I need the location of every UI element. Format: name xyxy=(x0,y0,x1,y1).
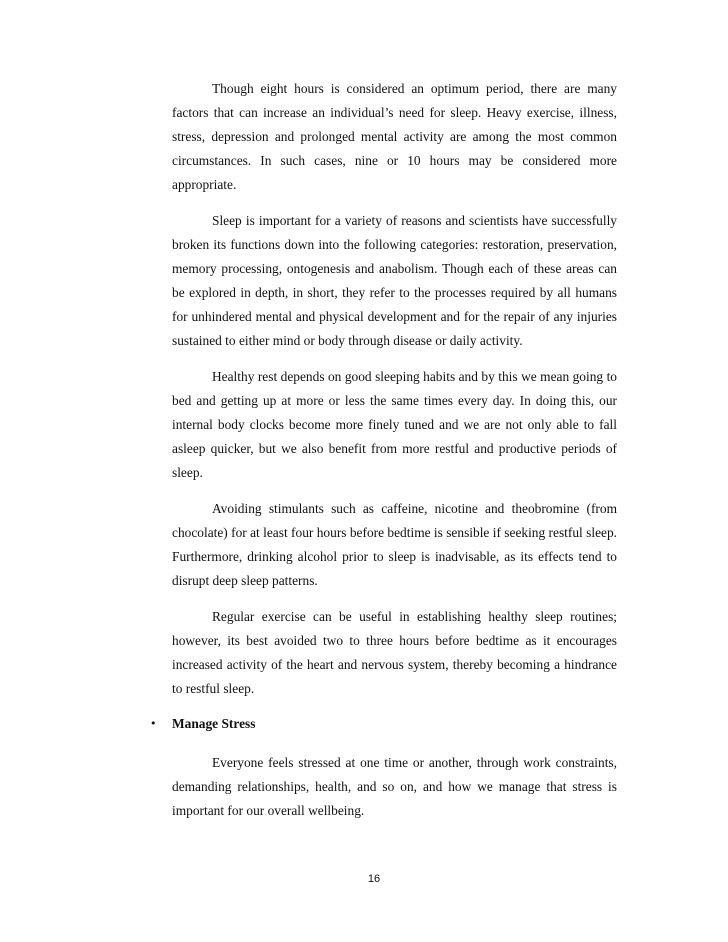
paragraph-healthy-rest: Healthy rest depends on good sleeping habits and by this we mean going to bed and getting up at more or less the same times every day. In doing this, our internal body clocks become more finely tuned and we are not only able to fall asleep quicker, but we also benefit from more restful and productive periods of sleep. xyxy=(172,369,617,480)
section-heading: Manage Stress xyxy=(172,716,256,731)
paragraph-regular-exercise: Regular exercise can be useful in establishing healthy sleep routines; however, its best avoided two to three hours before bedtime as it encourages increased activity of the heart and nervous system, thereby becoming a hindrance to restful sleep. xyxy=(172,609,617,696)
paragraph-sleep-duration: Though eight hours is considered an optimum period, there are many factors that can increase an individual’s need for sleep. Heavy exercise, illness, stress, depression and prolonged mental activity are among the most common circumstances. In such cases, nine or 10 hours may be considered more appropriate. xyxy=(172,81,617,192)
paragraph-avoiding-stimulants: Avoiding stimulants such as caffeine, nicotine and theobromine (from chocolate) for at least four hours before bedtime is sensible if seeking restful sleep. Furthermore, drinking alcohol prior to sleep is inadvisable, as its effects tend to disrupt deep sleep patterns. xyxy=(172,501,617,588)
page-number: 16 xyxy=(367,873,381,885)
bullet-icon: • xyxy=(150,717,157,730)
paragraph-sleep-functions: Sleep is important for a variety of reasons and scientists have successfully broken its functions down into the following categories: restoration, preservation, memory processing, ontogenesis and anabolism. Though each of these areas can be explored in depth, in short, they refer to the processes required by all humans for unhindered mental and physical development and for the repair of any injuries sustained to either mind or body through disease or daily activity. xyxy=(172,213,617,348)
paragraph-manage-stress: Everyone feels stressed at one time or another, through work constraints, demanding relationships, health, and so on, and how we manage that stress is important for our overall wellbeing. xyxy=(172,755,617,818)
